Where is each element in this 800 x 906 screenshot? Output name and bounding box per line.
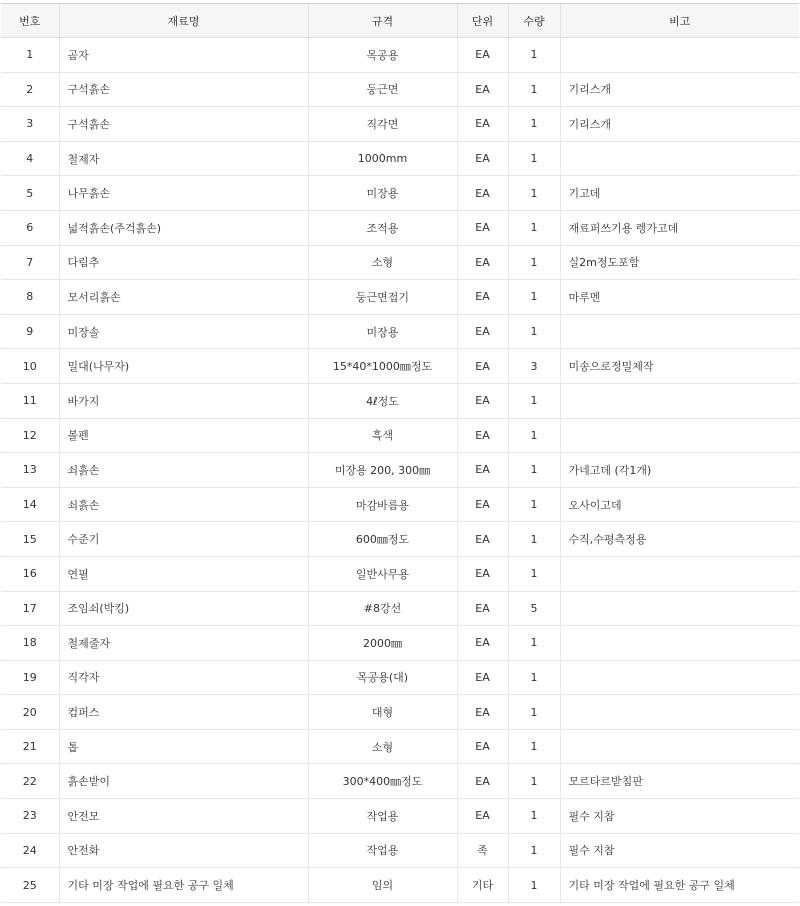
cell-material-name: 컴퍼스 — [59, 695, 308, 730]
cell-unit: EA — [457, 660, 508, 695]
cell-spec: 작업용 — [308, 833, 457, 868]
cell-quantity: 1 — [508, 833, 560, 868]
cell-quantity: 1 — [508, 453, 560, 488]
cell-material-name: 직각자 — [59, 660, 308, 695]
cell-material-name: 볼펜 — [59, 418, 308, 453]
cell-number: 2 — [1, 72, 59, 107]
cell-material-name: 넓적흙손(주걱흙손) — [59, 210, 308, 245]
cell-spec: 직각면 — [308, 107, 457, 142]
table-row — [1, 107, 799, 142]
header-spec: 규격 — [308, 4, 457, 38]
cell-number: 8 — [1, 280, 59, 315]
table-row — [1, 176, 799, 211]
cell-number: 22 — [1, 764, 59, 799]
cell-unit: EA — [457, 176, 508, 211]
cell-quantity: 1 — [508, 868, 560, 903]
header-row — [1, 4, 799, 38]
cell-material-name: 철제줄자 — [59, 626, 308, 661]
cell-remarks — [560, 383, 799, 418]
cell-number: 24 — [1, 833, 59, 868]
cell-spec: 15*40*1000㎜정도 — [308, 349, 457, 384]
cell-spec: 목공용 — [308, 38, 457, 73]
cell-number: 13 — [1, 453, 59, 488]
cell-remarks: 필수 지참 — [560, 799, 799, 834]
cell-spec: 흑색 — [308, 418, 457, 453]
cell-remarks: 기고데 — [560, 176, 799, 211]
materials-table — [1, 3, 799, 903]
cell-number: 23 — [1, 799, 59, 834]
cell-quantity: 1 — [508, 660, 560, 695]
cell-quantity: 3 — [508, 349, 560, 384]
cell-remarks — [560, 141, 799, 176]
cell-spec: 소형 — [308, 729, 457, 764]
cell-unit: EA — [457, 245, 508, 280]
cell-unit: EA — [457, 383, 508, 418]
cell-remarks: 재료퍼쓰기용 렝가고데 — [560, 210, 799, 245]
table-row — [1, 280, 799, 315]
cell-material-name: 바가지 — [59, 383, 308, 418]
cell-spec: 목공용(대) — [308, 660, 457, 695]
cell-unit: EA — [457, 453, 508, 488]
cell-material-name: 곰자 — [59, 38, 308, 73]
cell-quantity: 1 — [508, 799, 560, 834]
cell-material-name: 미장솔 — [59, 314, 308, 349]
cell-number: 1 — [1, 38, 59, 73]
cell-number: 16 — [1, 556, 59, 591]
table-row — [1, 729, 799, 764]
table-row — [1, 349, 799, 384]
cell-quantity: 1 — [508, 210, 560, 245]
table-row — [1, 833, 799, 868]
cell-spec: 300*400㎜정도 — [308, 764, 457, 799]
cell-unit: EA — [457, 72, 508, 107]
cell-spec: 4ℓ정도 — [308, 383, 457, 418]
table-row — [1, 72, 799, 107]
cell-remarks — [560, 591, 799, 626]
header-number: 번호 — [1, 4, 59, 38]
cell-number: 7 — [1, 245, 59, 280]
cell-number: 17 — [1, 591, 59, 626]
cell-quantity: 1 — [508, 418, 560, 453]
cell-spec: 600㎜정도 — [308, 522, 457, 557]
cell-spec: 미장용 — [308, 314, 457, 349]
cell-remarks: 기리스개 — [560, 72, 799, 107]
table-row — [1, 695, 799, 730]
cell-unit: EA — [457, 141, 508, 176]
cell-material-name: 나무흙손 — [59, 176, 308, 211]
cell-unit: 기타 — [457, 868, 508, 903]
cell-material-name: 쇠흙손 — [59, 487, 308, 522]
cell-unit: EA — [457, 799, 508, 834]
cell-material-name: 다림추 — [59, 245, 308, 280]
cell-unit: EA — [457, 556, 508, 591]
table-row — [1, 245, 799, 280]
cell-number: 21 — [1, 729, 59, 764]
cell-number: 6 — [1, 210, 59, 245]
cell-remarks: 모르타르받침판 — [560, 764, 799, 799]
header-quantity: 수량 — [508, 4, 560, 38]
cell-spec: 대형 — [308, 695, 457, 730]
cell-quantity: 1 — [508, 626, 560, 661]
cell-number: 9 — [1, 314, 59, 349]
table-row — [1, 210, 799, 245]
cell-quantity: 1 — [508, 72, 560, 107]
cell-unit: EA — [457, 522, 508, 557]
cell-spec: 조적용 — [308, 210, 457, 245]
cell-number: 18 — [1, 626, 59, 661]
cell-remarks: 실2m정도포함 — [560, 245, 799, 280]
cell-number: 15 — [1, 522, 59, 557]
table-row — [1, 868, 799, 903]
cell-spec: 미장용 200, 300㎜ — [308, 453, 457, 488]
cell-spec: 둥근면 — [308, 72, 457, 107]
cell-remarks — [560, 38, 799, 73]
cell-unit: EA — [457, 626, 508, 661]
table-row — [1, 383, 799, 418]
cell-unit: EA — [457, 349, 508, 384]
cell-number: 25 — [1, 868, 59, 903]
cell-number: 20 — [1, 695, 59, 730]
cell-unit: EA — [457, 107, 508, 142]
cell-remarks: 가네고데 (각1개) — [560, 453, 799, 488]
cell-unit: EA — [457, 314, 508, 349]
cell-material-name: 구석흙손 — [59, 72, 308, 107]
cell-quantity: 1 — [508, 556, 560, 591]
table-row — [1, 591, 799, 626]
cell-remarks — [560, 695, 799, 730]
table-row — [1, 418, 799, 453]
cell-spec: 일반사무용 — [308, 556, 457, 591]
cell-spec: 임의 — [308, 868, 457, 903]
cell-unit: EA — [457, 695, 508, 730]
cell-number: 11 — [1, 383, 59, 418]
cell-quantity: 1 — [508, 522, 560, 557]
cell-material-name: 연필 — [59, 556, 308, 591]
table-row — [1, 660, 799, 695]
cell-unit: EA — [457, 38, 508, 73]
cell-quantity: 1 — [508, 695, 560, 730]
cell-material-name: 수준기 — [59, 522, 308, 557]
header-unit: 단위 — [457, 4, 508, 38]
cell-quantity: 1 — [508, 107, 560, 142]
cell-remarks: 필수 지참 — [560, 833, 799, 868]
cell-number: 10 — [1, 349, 59, 384]
cell-spec: #8강선 — [308, 591, 457, 626]
cell-remarks: 미송으로정밀제작 — [560, 349, 799, 384]
cell-remarks — [560, 556, 799, 591]
table-row — [1, 626, 799, 661]
cell-unit: EA — [457, 280, 508, 315]
cell-number: 12 — [1, 418, 59, 453]
cell-material-name: 밀대(나무자) — [59, 349, 308, 384]
cell-number: 5 — [1, 176, 59, 211]
table-row — [1, 38, 799, 73]
cell-unit: EA — [457, 591, 508, 626]
header-remarks: 비고 — [560, 4, 799, 38]
cell-number: 19 — [1, 660, 59, 695]
cell-unit: EA — [457, 418, 508, 453]
table-row — [1, 522, 799, 557]
cell-material-name: 기타 미장 작업에 필요한 공구 일체 — [59, 868, 308, 903]
cell-material-name: 조임쇠(박킹) — [59, 591, 308, 626]
cell-number: 14 — [1, 487, 59, 522]
cell-remarks — [560, 418, 799, 453]
cell-spec: 2000㎜ — [308, 626, 457, 661]
cell-material-name: 쇠흙손 — [59, 453, 308, 488]
cell-quantity: 1 — [508, 487, 560, 522]
cell-material-name: 안전모 — [59, 799, 308, 834]
cell-remarks: 기리스개 — [560, 107, 799, 142]
cell-material-name: 철제자 — [59, 141, 308, 176]
cell-spec: 소형 — [308, 245, 457, 280]
cell-quantity: 1 — [508, 176, 560, 211]
cell-remarks — [560, 660, 799, 695]
table-row — [1, 453, 799, 488]
table-body — [1, 38, 799, 903]
cell-spec: 미장용 — [308, 176, 457, 211]
table-row — [1, 141, 799, 176]
table-row — [1, 314, 799, 349]
cell-material-name: 흙손받이 — [59, 764, 308, 799]
cell-number: 4 — [1, 141, 59, 176]
cell-remarks: 오사이고데 — [560, 487, 799, 522]
cell-quantity: 1 — [508, 383, 560, 418]
table-row — [1, 487, 799, 522]
header-material-name: 재료명 — [59, 4, 308, 38]
cell-number: 3 — [1, 107, 59, 142]
cell-material-name: 안전화 — [59, 833, 308, 868]
cell-quantity: 1 — [508, 729, 560, 764]
cell-quantity: 1 — [508, 38, 560, 73]
cell-unit: 족 — [457, 833, 508, 868]
cell-quantity: 1 — [508, 280, 560, 315]
cell-unit: EA — [457, 487, 508, 522]
cell-unit: EA — [457, 729, 508, 764]
cell-remarks: 마루멘 — [560, 280, 799, 315]
cell-remarks — [560, 729, 799, 764]
table-header — [1, 4, 799, 38]
cell-unit: EA — [457, 764, 508, 799]
cell-remarks: 수직,수평측정용 — [560, 522, 799, 557]
cell-quantity: 1 — [508, 141, 560, 176]
cell-quantity: 1 — [508, 245, 560, 280]
cell-remarks: 기타 미장 작업에 필요한 공구 일체 — [560, 868, 799, 903]
cell-quantity: 5 — [508, 591, 560, 626]
table-row — [1, 764, 799, 799]
cell-spec: 둥근면접기 — [308, 280, 457, 315]
cell-spec: 1000mm — [308, 141, 457, 176]
cell-quantity: 1 — [508, 314, 560, 349]
table-row — [1, 556, 799, 591]
cell-spec: 마감바름용 — [308, 487, 457, 522]
cell-material-name: 모서리흙손 — [59, 280, 308, 315]
cell-material-name: 구석흙손 — [59, 107, 308, 142]
cell-material-name: 톱 — [59, 729, 308, 764]
cell-remarks — [560, 314, 799, 349]
cell-spec: 작업용 — [308, 799, 457, 834]
cell-remarks — [560, 626, 799, 661]
cell-quantity: 1 — [508, 764, 560, 799]
table-row — [1, 799, 799, 834]
cell-unit: EA — [457, 210, 508, 245]
